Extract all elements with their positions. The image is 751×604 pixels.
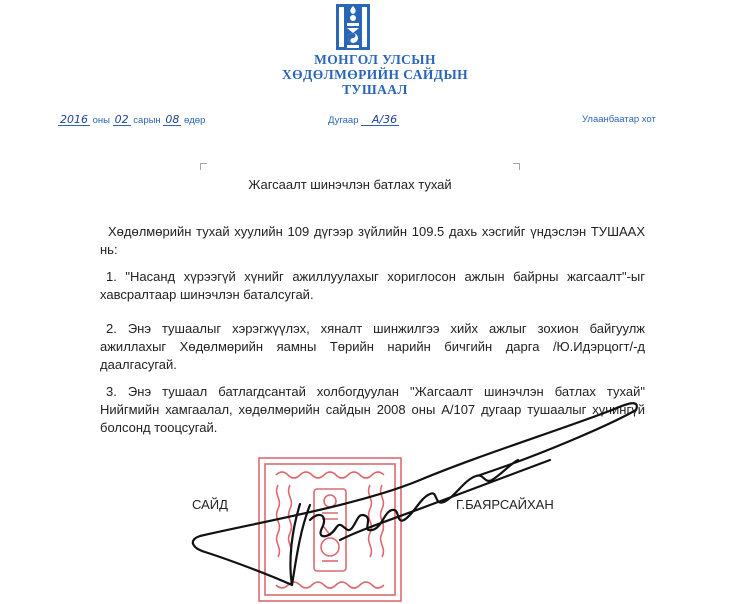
intro-paragraph <box>100 223 645 259</box>
soyombo-emblem-icon <box>336 4 370 50</box>
order-number-label: Дугаар <box>328 115 359 126</box>
ministry-line-1: МОНГОЛ УЛСЫН <box>314 52 436 67</box>
date-month: 02 <box>114 113 129 126</box>
title-bracket-left <box>200 163 207 170</box>
ministry-line-2: ХӨДӨЛМӨРИЙН САЙДЫН <box>281 67 469 82</box>
date-year-suffix: оны <box>92 115 110 126</box>
item-3-paragraph <box>100 383 645 437</box>
date-day: 08 <box>165 113 180 126</box>
item-2-text: 2. Энэ тушаалыг хэрэгжүүлэх, хяналт шинжилгээ хийх ажлыг зохион байгуулж ажиллахыг Хөдөлмөрийн яамны Төрийн нарийн бичгийн дарга /Ю.Идэрцогт/-д даалгасугай. <box>100 321 645 372</box>
date-month-suffix: сарын <box>133 115 161 126</box>
date-year: 2016 <box>60 113 88 126</box>
order-city: Улаанбаатар хот <box>582 114 656 125</box>
order-number-value: А/36 <box>361 114 399 126</box>
date-day-suffix: өдөр <box>183 115 206 126</box>
order-date <box>58 114 205 126</box>
title-bracket-right <box>513 163 520 170</box>
order-number <box>328 114 399 126</box>
intro-text: Хөдөлмөрийн тухай хуулийн 109 дүгээр зүйлийн 109.5 дахь хэсгийг үндэслэн ТУШААХ нь: <box>100 224 645 257</box>
ministry-line-3: ТУШААЛ <box>342 82 408 97</box>
item-1-text: 1. "Насанд хүрээгүй хүнийг ажиллуулахыг хориглосон ажлын байрны жагсаалт"-ыг хавсралтаар шинэчлэн баталсугай. <box>100 269 645 302</box>
item-2-paragraph <box>100 320 645 374</box>
document-title: Жагсаалт шинэчлэн батлах тухай <box>248 177 452 192</box>
item-3-text: 3. Энэ тушаал батлагдсантай холбогдуулан "Жагсаалт шинэчлэн батлах тухай" Нийгмийн хамгаалал, хөдөлмөрийн сайдын 2008 оны А/107 дугаар тушаалыг хүчингүй болсонд тооцсугай. <box>100 384 645 435</box>
item-1-paragraph <box>100 268 645 304</box>
signer-name: Г.БАЯРСАЙХАН <box>456 497 554 512</box>
signer-title: САЙД <box>192 497 228 512</box>
ministry-heading <box>250 52 500 97</box>
state-seal-stamp <box>256 455 404 604</box>
